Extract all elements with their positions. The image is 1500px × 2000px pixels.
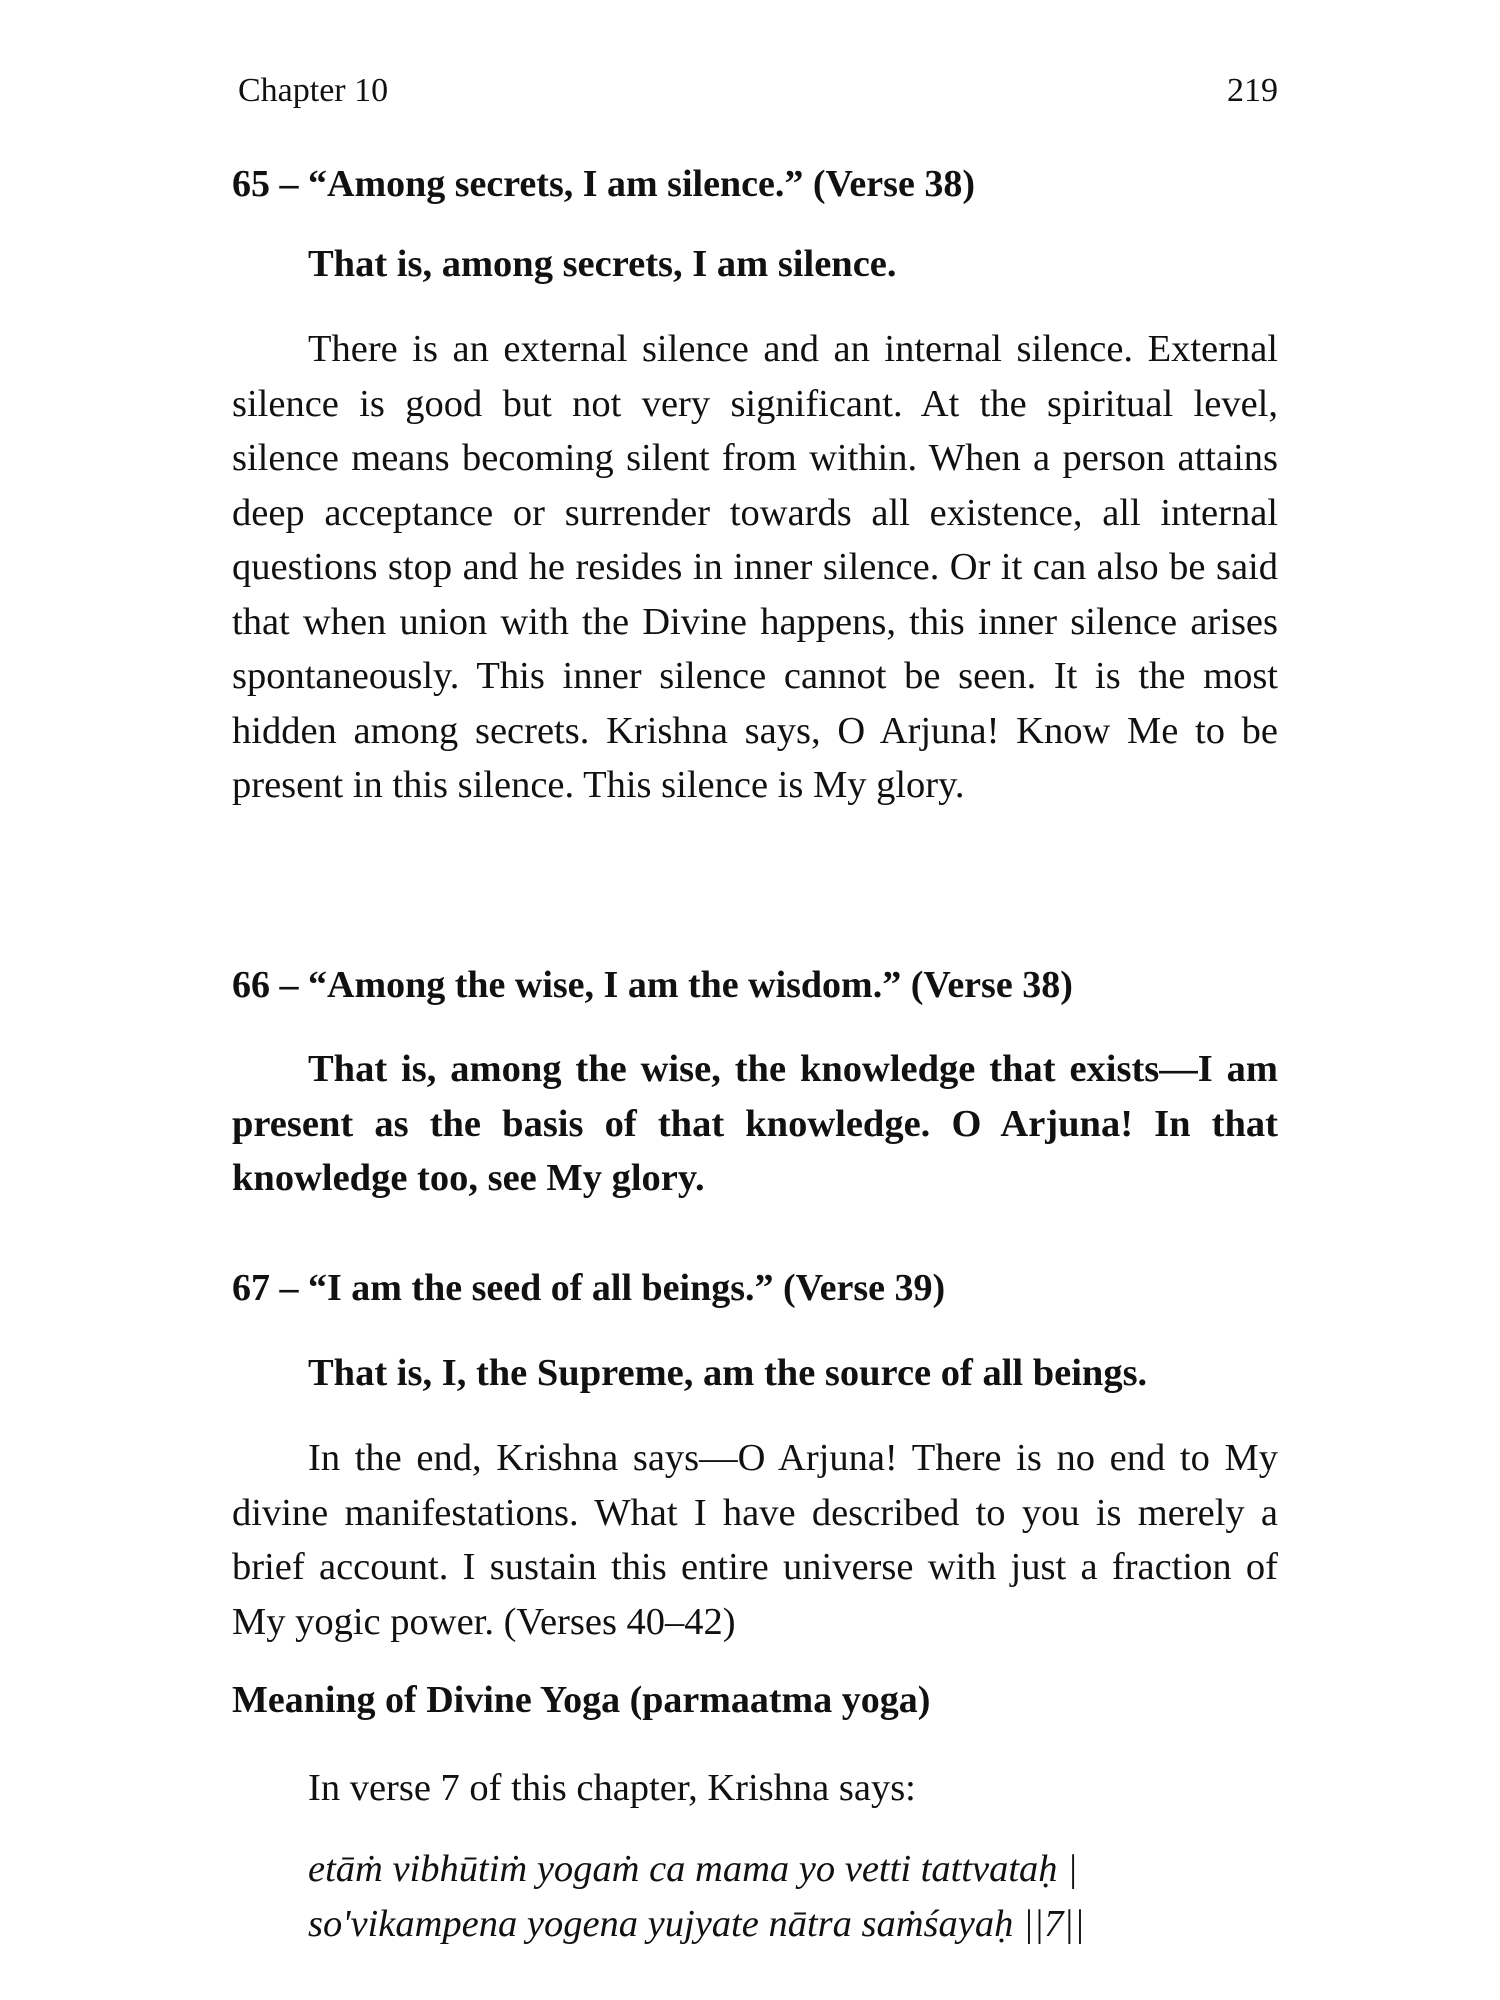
section-66-heading: 66 – “Among the wise, I am the wisdom.” (Verse 38) xyxy=(232,964,1073,1006)
verse-line-1: etāṁ vibhūtiṁ yogaṁ ca mama yo vetti tattvataḥ | xyxy=(308,1848,1078,1890)
section-66-gist: That is, among the wise, the knowledge that exists—I am present as the basis of that knowledge. O Arjuna! In that knowledge too, see My glory. xyxy=(232,1048,1278,1199)
verse-line-2: so'vikampena yogena yujyate nātra saṁśayaḥ ||7|| xyxy=(308,1903,1085,1945)
section-65-gist: That is, among secrets, I am silence. xyxy=(308,243,897,285)
page-number: 219 xyxy=(1227,72,1278,109)
running-head xyxy=(238,72,1278,110)
section-67-gist: That is, I, the Supreme, am the source of all beings. xyxy=(308,1352,1148,1394)
subsection-intro: In verse 7 of this chapter, Krishna says: xyxy=(308,1767,916,1809)
section-67-body: In the end, Krishna says—O Arjuna! There is no end to My divine manifestations. What I have described to you is merely a brief account. I sustain this entire universe with just a fraction of My yogic power. (Verses 40–42) xyxy=(232,1437,1278,1643)
section-67-heading: 67 – “I am the seed of all beings.” (Verse 39) xyxy=(232,1267,946,1309)
section-65-heading: 65 – “Among secrets, I am silence.” (Verse 38) xyxy=(232,163,975,205)
chapter-label: Chapter 10 xyxy=(238,72,389,109)
section-65-body: There is an external silence and an internal silence. External silence is good but not very significant. At the spiritual level, silence means becoming silent from within. When a person attains deep acceptance or surrender towards all existence, all internal questions stop and he resides in inner silence. Or it can also be said that when union with the Divine happens, this inner silence arises spontaneously. This inner silence cannot be seen. It is the most hidden among secrets. Krishna says, O Arjuna! Know Me to be present in this silence. This silence is My glory. xyxy=(232,328,1278,806)
subsection-heading: Meaning of Divine Yoga (parmaatma yoga) xyxy=(232,1679,931,1721)
